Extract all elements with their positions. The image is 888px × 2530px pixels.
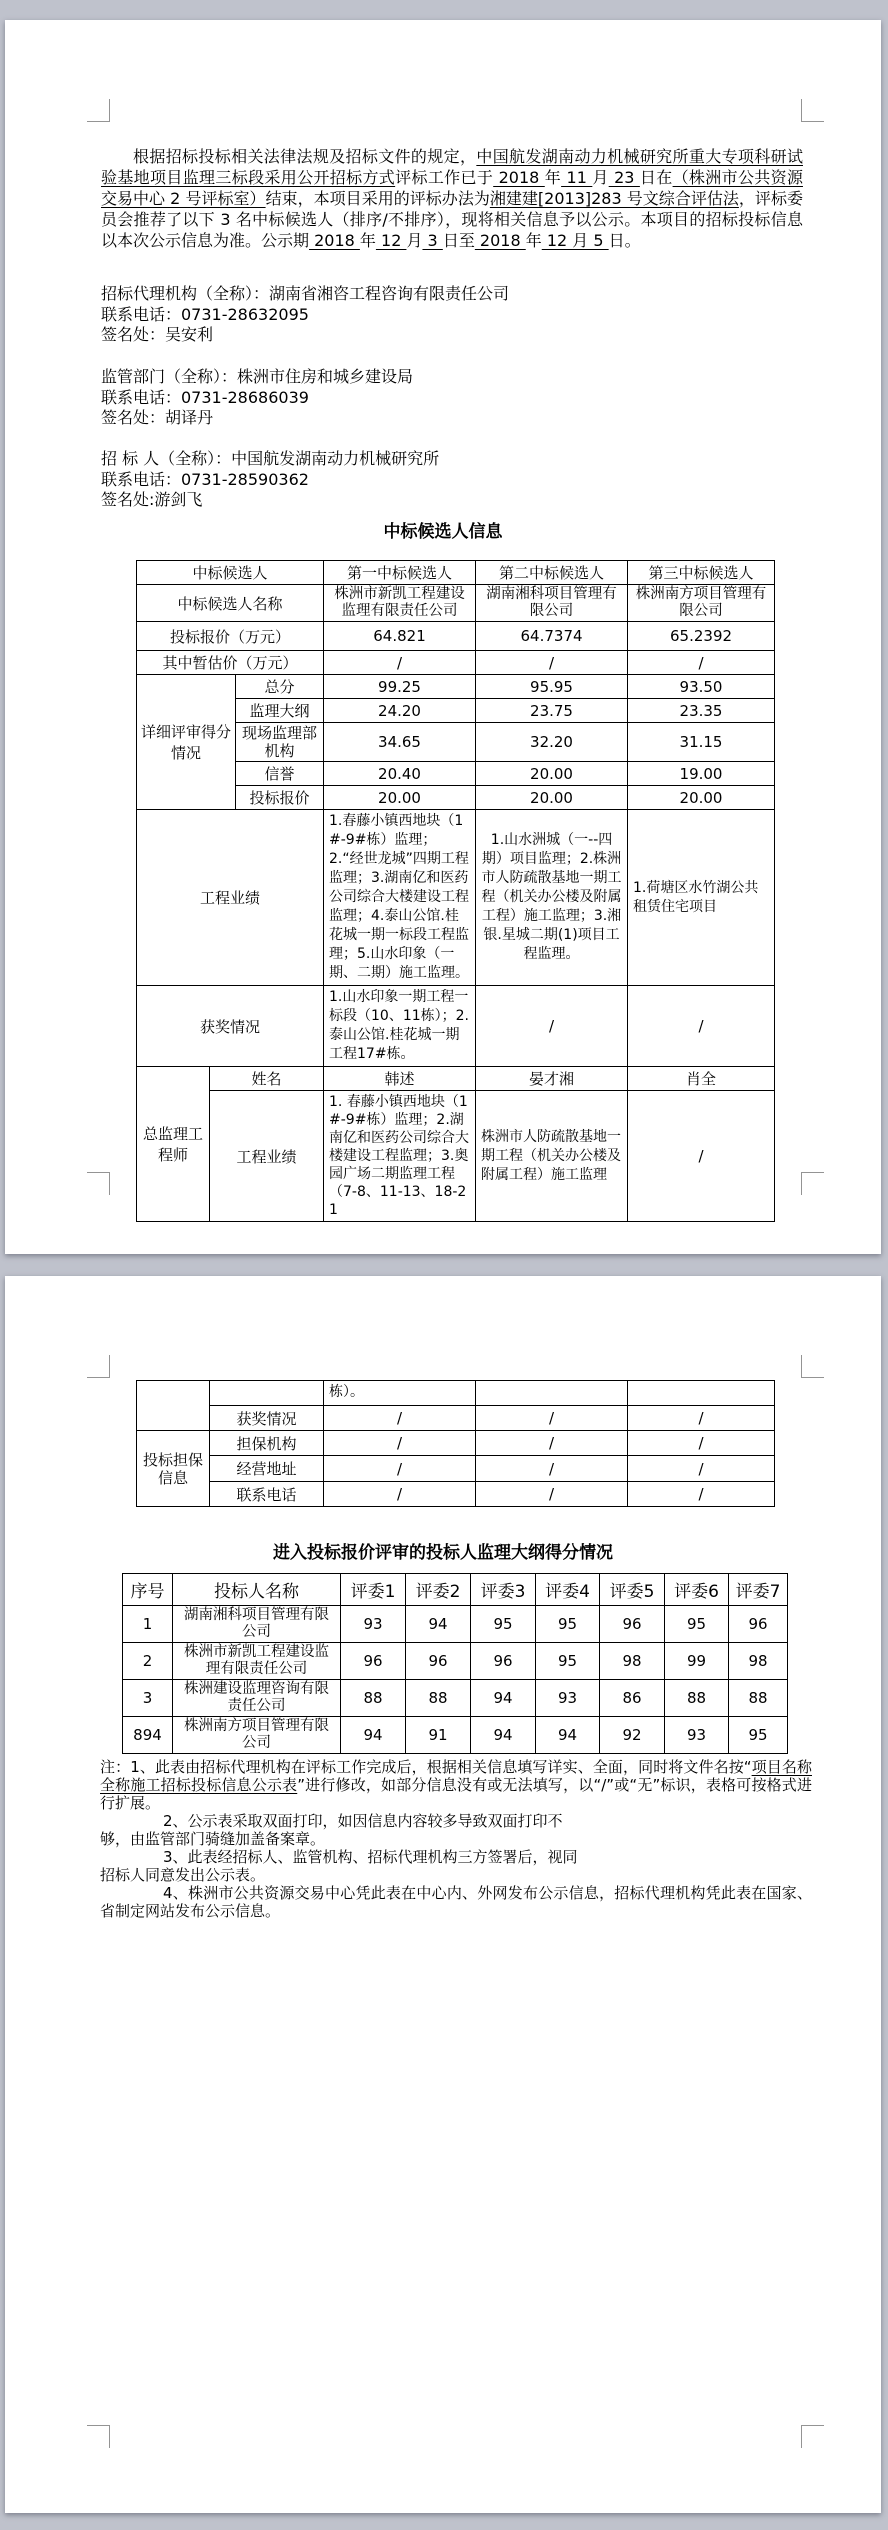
t1c-empty-cell [476, 1381, 628, 1406]
t1c-cell: / [324, 1482, 476, 1507]
t2-cell: 894 [123, 1717, 173, 1754]
t1-cell: 99.25 [324, 675, 476, 699]
t2-cell: 株洲南方项目管理有限公司 [173, 1717, 341, 1754]
t1-cell: 株洲市新凯工程建设监理有限责任公司 [324, 585, 476, 622]
juror-score-table [122, 1573, 788, 1754]
table-row [123, 1606, 788, 1643]
t1c-cell: / [476, 1456, 628, 1482]
t1-cell: 23.35 [628, 699, 775, 723]
t1c-cell: / [628, 1482, 775, 1507]
t2-cell: 93 [341, 1606, 406, 1643]
t2-cell: 94 [536, 1717, 600, 1754]
t1-cell: 19.00 [628, 762, 775, 786]
crop-mark-top-left-icon [87, 1355, 110, 1378]
note-3-line-2: 招标人同意发出公示表。 [100, 1866, 266, 1884]
t2-cell: 88 [341, 1680, 406, 1717]
t2-cell: 92 [600, 1717, 665, 1754]
t2-cell: 93 [536, 1680, 600, 1717]
t1-cell: / [476, 986, 628, 1067]
crop-mark-top-right-icon [801, 1355, 824, 1378]
table-row [137, 622, 775, 651]
table-row [137, 1431, 775, 1456]
t1-cell: 64.7374 [476, 622, 628, 651]
t1-label-cell: 投标报价 [236, 786, 324, 810]
t2-cell: 98 [729, 1643, 788, 1680]
t1-cell: 1.春藤小镇西地块（1#-9#栋）监理；2.“经世龙城”四期工程监理；3.湖南亿和医药公司综合大楼建设工程监理；4.泰山公馆.桂花城一期一标段工程监理；5.山水印象（一期、二期）施工监理。 [324, 810, 476, 986]
t2-cell: 湖南湘科项目管理有限公司 [173, 1606, 341, 1643]
t2-cell: 94 [406, 1606, 471, 1643]
t1-cell: / [628, 1091, 775, 1222]
t1-cell: 韩述 [324, 1067, 476, 1091]
document-page-2 [5, 1276, 881, 2513]
candidates-table-title: 中标候选人信息 [383, 522, 503, 542]
tenderer-contact-block [101, 449, 801, 511]
t2-header-cell: 评委1 [341, 1574, 406, 1606]
t2-header-cell: 评委5 [600, 1574, 665, 1606]
t2-header-cell: 投标人名称 [173, 1574, 341, 1606]
table-row [123, 1717, 788, 1754]
t2-cell: 96 [471, 1643, 536, 1680]
t2-header-cell: 评委6 [665, 1574, 729, 1606]
tenderer-phone-line: 联系电话：0731-28590362 [101, 469, 309, 489]
t1-label-cell: 现场监理部机构 [236, 723, 324, 762]
t1-chief-label-cell: 总监理工程师 [137, 1067, 210, 1222]
t2-cell: 2 [123, 1643, 173, 1680]
t1-label-cell: 投标报价（万元） [137, 622, 324, 651]
t2-cell: 88 [406, 1680, 471, 1717]
agency-name-line: 招标代理机构（全称）：湖南省湘咨工程咨询有限责任公司 [101, 284, 510, 303]
t1-cell: 20.00 [324, 786, 476, 810]
t1-label-cell: 总分 [236, 675, 324, 699]
t1c-cell: / [476, 1482, 628, 1507]
t1c-label-cell: 联系电话 [210, 1482, 324, 1507]
crop-mark-top-left-icon [87, 99, 110, 122]
t1-cell: 24.20 [324, 699, 476, 723]
crop-mark-bottom-right-icon [801, 1172, 824, 1195]
t1c-label-cell: 经营地址 [210, 1456, 324, 1482]
t2-cell: 94 [341, 1717, 406, 1754]
t2-cell: 99 [665, 1643, 729, 1680]
table-row [137, 1091, 775, 1222]
t1-header-cell: 第三中标候选人 [628, 561, 775, 585]
t1-cell: / [628, 986, 775, 1067]
t1-cell: / [324, 651, 476, 675]
table-row [137, 1482, 775, 1507]
t1c-cell: / [324, 1456, 476, 1482]
t1-label-cell: 获奖情况 [137, 986, 324, 1067]
crop-mark-top-right-icon [801, 99, 824, 122]
table-row [137, 675, 775, 699]
t2-cell: 95 [536, 1643, 600, 1680]
t1-cell: 65.2392 [628, 622, 775, 651]
tenderer-signature-line: 签名处:游剑飞 [101, 490, 203, 509]
regulator-signature-line: 签名处：胡译丹 [101, 408, 214, 427]
t1-cell: 株洲南方项目管理有限公司 [628, 585, 775, 622]
t1-cell: 34.65 [324, 723, 476, 762]
agency-signature-line: 签名处：吴安利 [101, 325, 214, 344]
table-row [137, 986, 775, 1067]
t1c-cell: / [476, 1431, 628, 1456]
t1-cell: 64.821 [324, 622, 476, 651]
t2-cell: 88 [665, 1680, 729, 1717]
t1c-cell: / [324, 1406, 476, 1431]
t2-cell: 91 [406, 1717, 471, 1754]
t1-label-cell: 姓名 [210, 1067, 324, 1091]
table-row [137, 561, 775, 585]
crop-mark-bottom-right-icon [801, 2425, 824, 2448]
t2-cell: 96 [341, 1643, 406, 1680]
note-1: 注：1、此表由招标代理机构在评标工作完成后，根据相关信息填写详实、全面，同时将文件名按“项目名称全称施工招标投标信息公示表”进行修改，如部分信息没有或无法填写，以“/”或“无”标识，表格可按格式进行扩展。 [100, 1758, 812, 1812]
t1c-cell: / [628, 1406, 775, 1431]
notes-block [100, 1758, 812, 1920]
t1c-empty-cell [210, 1381, 324, 1406]
t1-label-cell: 其中暂估价（万元） [137, 651, 324, 675]
t1c-cell: 栋）。 [324, 1381, 476, 1406]
intro-paragraph: 根据招标投标相关法律法规及招标文件的规定，中国航发湖南动力机械研究所重大专项科研试验基地项目监理三标段采用公开招标方式评标工作已于 2018 年 11 月 23 日在（株洲市公共资源交易中心 2 号评标室）结束，本项目采用的评标办法为湘建建[2013]283 号文综合评估法，评标委员会推荐了以下 3 名中标候选人（排序/不排序），现将相关信息予以公示。本项目的招标投标信息以本次公示信息为准。公示期 2018 年 12 月 3 日至 2018 年 12 月 5 日。 [101, 147, 803, 250]
t1-cell: 31.15 [628, 723, 775, 762]
t1c-cell: / [628, 1456, 775, 1482]
t2-header-cell: 评委2 [406, 1574, 471, 1606]
t2-cell: 1 [123, 1606, 173, 1643]
t1-cell: 20.00 [476, 762, 628, 786]
regulator-contact-block [101, 367, 801, 429]
crop-mark-bottom-left-icon [87, 2425, 110, 2448]
table-row [137, 1406, 775, 1431]
score-table-title: 进入投标报价评审的投标人监理大纲得分情况 [273, 1543, 613, 1563]
table-row [123, 1643, 788, 1680]
t1c-cell: / [628, 1431, 775, 1456]
t2-header-cell: 评委3 [471, 1574, 536, 1606]
t1-label-cell: 信誉 [236, 762, 324, 786]
table-row [123, 1574, 788, 1606]
note-3-line-1: 3、此表经招标人、监管机构、招标代理机构三方签署后，视同 [163, 1848, 578, 1866]
candidates-table-continued [136, 1380, 775, 1507]
t1-cell: 20.00 [476, 786, 628, 810]
t1c-cell: / [476, 1406, 628, 1431]
t1-header-cell: 中标候选人 [137, 561, 324, 585]
t2-cell: 94 [471, 1680, 536, 1717]
crop-mark-bottom-left-icon [87, 1172, 110, 1195]
note-2-line-2: 够，由监管部门骑缝加盖备案章。 [100, 1830, 326, 1848]
note-4: 4、株洲市公共资源交易中心凭此表在中心内、外网发布公示信息，招标代理机构凭此表在国家、省制定网站发布公示信息。 [100, 1884, 812, 1920]
t1-cell: 20.00 [628, 786, 775, 810]
t2-cell: 96 [406, 1643, 471, 1680]
t2-cell: 95 [536, 1606, 600, 1643]
t1-cell: 1.山水洲城（一--四期）项目监理；2.株洲市人防疏散基地一期工程（机关办公楼及附属工程）施工监理；3.湘银.星城二期(1)项目工程监理。 [476, 810, 628, 986]
t2-cell: 95 [729, 1717, 788, 1754]
t1-cell: 32.20 [476, 723, 628, 762]
t1-cell: / [476, 651, 628, 675]
t1-header-cell: 第二中标候选人 [476, 561, 628, 585]
t2-cell: 株洲建设监理咨询有限责任公司 [173, 1680, 341, 1717]
t1-label-cell: 中标候选人名称 [137, 585, 324, 622]
t1-cell: 肖全 [628, 1067, 775, 1091]
document-page-1 [5, 20, 881, 1254]
table-row [137, 1381, 775, 1406]
t1-detail-label-cell: 详细评审得分情况 [137, 675, 236, 810]
t2-cell: 3 [123, 1680, 173, 1717]
agency-phone-line: 联系电话：0731-28632095 [101, 304, 309, 324]
table-row [123, 1680, 788, 1717]
t2-cell: 86 [600, 1680, 665, 1717]
t1-cell: 1. 春藤小镇西地块（1#-9#栋）监理；2.湖南亿和医药公司综合大楼建设工程监理；3.奥园广场二期监理工程（7-8、11-13、18-21 [324, 1091, 476, 1222]
t2-cell: 96 [729, 1606, 788, 1643]
t1-label-cell: 监理大纲 [236, 699, 324, 723]
t1c-guarantee-label-cell: 投标担保信息 [137, 1431, 210, 1507]
t1-cell: 20.40 [324, 762, 476, 786]
regulator-phone-line: 联系电话：0731-28686039 [101, 387, 309, 407]
t2-cell: 95 [471, 1606, 536, 1643]
t2-cell: 95 [665, 1606, 729, 1643]
regulator-name-line: 监管部门（全称）：株洲市住房和城乡建设局 [101, 367, 414, 386]
t2-header-cell: 序号 [123, 1574, 173, 1606]
t2-cell: 96 [600, 1606, 665, 1643]
t1-header-cell: 第一中标候选人 [324, 561, 476, 585]
t2-cell: 株洲市新凯工程建设监理有限责任公司 [173, 1643, 341, 1680]
agency-contact-block [101, 284, 801, 346]
t2-cell: 88 [729, 1680, 788, 1717]
table-row [137, 585, 775, 622]
table-row [137, 651, 775, 675]
t1c-empty-cell [137, 1381, 210, 1431]
table-row [137, 1456, 775, 1482]
t2-header-cell: 评委4 [536, 1574, 600, 1606]
t1c-label-cell: 担保机构 [210, 1431, 324, 1456]
note-2-line-1: 2、公示表采取双面打印，如因信息内容较多导致双面打印不 [163, 1812, 563, 1830]
t1-label-cell: 工程业绩 [210, 1091, 324, 1222]
t2-header-cell: 评委7 [729, 1574, 788, 1606]
t1-cell: 湖南湘科项目管理有限公司 [476, 585, 628, 622]
table-row [137, 1067, 775, 1091]
t1-cell: 23.75 [476, 699, 628, 723]
t1-cell: 93.50 [628, 675, 775, 699]
t1-label-cell: 工程业绩 [137, 810, 324, 986]
t2-cell: 93 [665, 1717, 729, 1754]
t1-cell: 晏才湘 [476, 1067, 628, 1091]
t1c-label-cell: 获奖情况 [210, 1406, 324, 1431]
t1-cell: 1.荷塘区水竹湖公共租赁住宅项目 [628, 810, 775, 986]
candidates-table [136, 560, 775, 1222]
table-row [137, 810, 775, 986]
t2-cell: 94 [471, 1717, 536, 1754]
t1c-cell: / [324, 1431, 476, 1456]
t1-cell: 株洲市人防疏散基地一期工程（机关办公楼及附属工程）施工监理 [476, 1091, 628, 1222]
t1c-empty-cell [628, 1381, 775, 1406]
t1-cell: 1.山水印象一期工程一标段（10、11栋）；2.泰山公馆.桂花城一期工程17#栋。 [324, 986, 476, 1067]
t1-cell: / [628, 651, 775, 675]
tenderer-name-line: 招 标 人（全称）：中国航发湖南动力机械研究所 [101, 449, 440, 468]
t2-cell: 98 [600, 1643, 665, 1680]
t1-cell: 95.95 [476, 675, 628, 699]
